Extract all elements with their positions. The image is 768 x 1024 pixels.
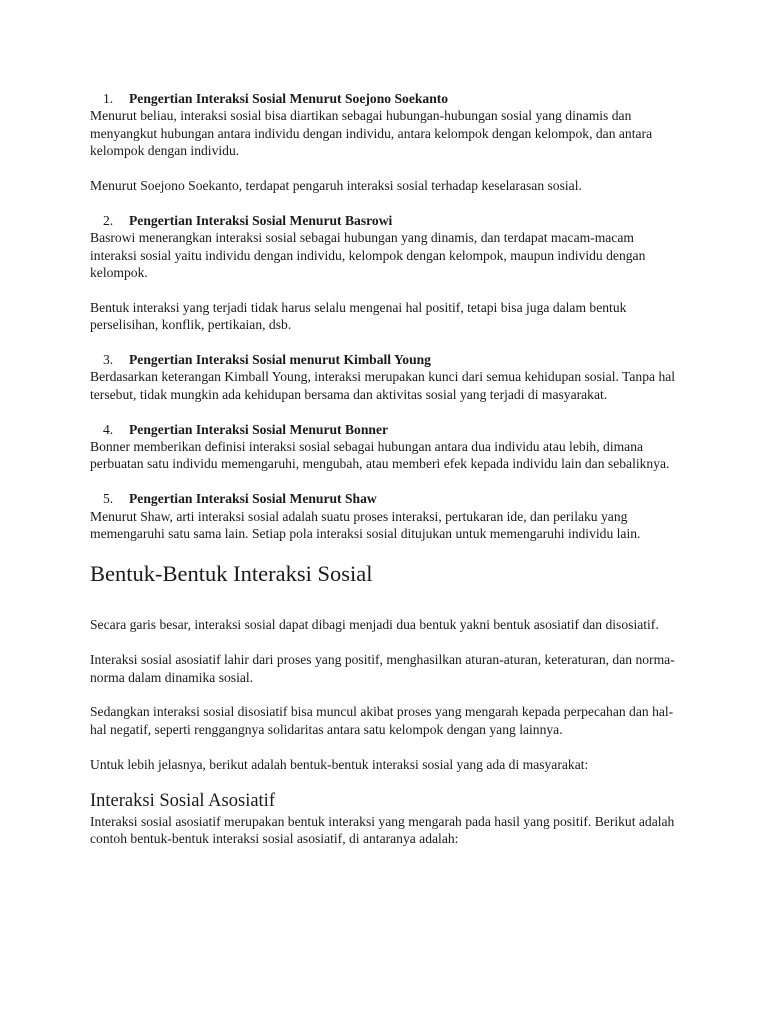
item-number: 5. <box>103 491 114 507</box>
subsection-paragraph: Interaksi sosial asosiatif merupakan bentuk interaksi yang mengarah pada hasil yang positif. Berikut adalah contoh bentuk-bentuk interaksi sosial asosiatif, di antaranya adalah: <box>90 814 675 847</box>
section-paragraph: Interaksi sosial asosiatif lahir dari proses yang positif, menghasilkan aturan-aturan, keteraturan, dan norma-norma dalam dinamika sosial. <box>90 652 675 685</box>
list-item <box>90 490 680 542</box>
item-title: Pengertian Interaksi Sosial Menurut Soejono Soekanto <box>129 91 449 106</box>
item-body: Berdasarkan keterangan Kimball Young, interaksi merupakan kunci dari semua kehidupan sosial. Tanpa hal tersebut, tidak mungkin ada kehidupan bersama dan aktivitas sosial yang terjadi di masyarakat. <box>90 369 676 402</box>
section-paragraph: Sedangkan interaksi sosial disosiatif bisa muncul akibat proses yang mengarah kepada perpecahan dan hal-hal negatif, seperti renggangnya solidaritas antara satu kelompok dengan yang lainnya. <box>90 704 674 737</box>
item-number: 4. <box>103 421 114 437</box>
item-heading <box>90 421 680 438</box>
section-paragraph: Secara garis besar, interaksi sosial dapat dibagi menjadi dua bentuk yakni bentuk asosiatif dan disosiatif. <box>90 617 659 633</box>
item-title: Pengertian Interaksi Sosial Menurut Shaw <box>129 491 377 507</box>
list-item <box>90 421 680 491</box>
subsection-heading: Interaksi Sosial Asosiatif <box>90 791 275 812</box>
item-number: 2. <box>103 212 114 228</box>
item-extra-paragraph: Menurut Soejono Soekanto, terdapat pengaruh interaksi sosial terhadap keselarasan sosial. <box>90 178 582 194</box>
item-extra-paragraph: Bentuk interaksi yang terjadi tidak harus selalu mengenai hal positif, tetapi bisa juga dalam bentuk perselisihan, konflik, pertikaian, dsb. <box>90 299 627 333</box>
item-number: 3. <box>103 352 114 368</box>
list-item <box>90 90 680 212</box>
item-body: Menurut beliau, interaksi sosial bisa diartikan sebagai hubungan-hubungan sosial yang dinamis dan menyangkut hubungan antara individu dengan individu, antara kelompok dengan kelompok, dan antara kelompok dengan individu. <box>90 108 653 159</box>
item-title: Pengertian Interaksi Sosial Menurut Bonner <box>129 421 389 437</box>
item-title: Pengertian Interaksi Sosial Menurut Basrowi <box>129 212 393 228</box>
section-heading: Bentuk-Bentuk Interaksi Sosial <box>90 561 373 587</box>
item-heading <box>90 90 680 107</box>
list-item <box>90 351 680 421</box>
item-body: Menurut Shaw, arti interaksi sosial adalah suatu proses interaksi, pertukaran ide, dan perilaku yang memengaruhi satu sama lain. Setiap pola interaksi sosial ditujukan untuk memengaruhi individu lain. <box>90 508 641 542</box>
item-heading <box>90 490 680 507</box>
item-body: Bonner memberikan definisi interaksi sosial sebagai hubungan antara dua individu atau lebih, dimana perbuatan satu individu memengaruhi, mengubah, atau memberi efek kepada individu lain dan sebaliknya. <box>90 439 670 472</box>
item-body: Basrowi menerangkan interaksi sosial sebagai hubungan yang dinamis, dan terdapat macam-macam interaksi sosial yaitu individu dengan individu, kelompok dengan kelompok, maupun individu dengan kelompok. <box>90 230 646 281</box>
list-item <box>90 212 680 351</box>
section-paragraph: Untuk lebih jelasnya, berikut adalah bentuk-bentuk interaksi sosial yang ada di masyarakat: <box>90 756 589 772</box>
item-heading <box>90 212 680 229</box>
document-page <box>90 90 680 848</box>
item-title: Pengertian Interaksi Sosial menurut Kimball Young <box>129 352 431 368</box>
item-number: 1. <box>103 91 114 106</box>
item-heading <box>90 351 680 368</box>
